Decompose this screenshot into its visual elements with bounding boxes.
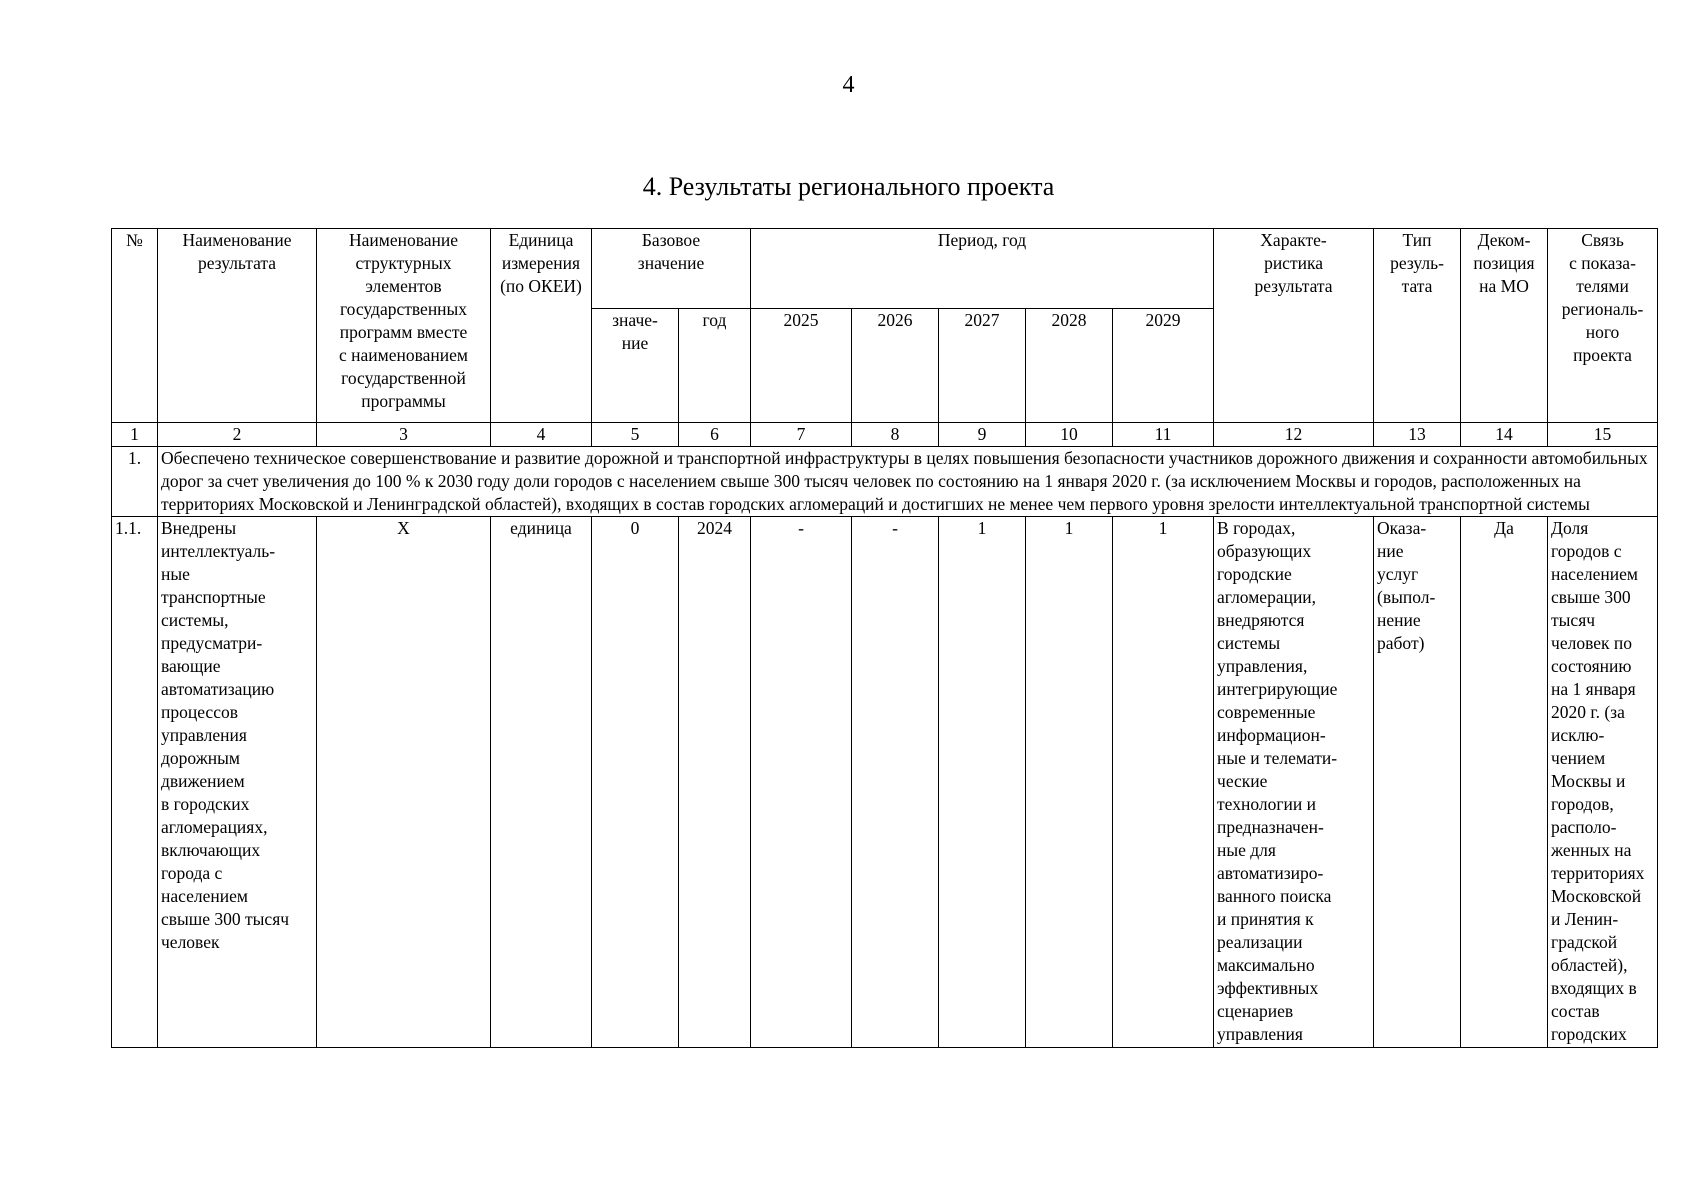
column-number: 5 [592,423,679,447]
header-year-2028: 2028 [1026,309,1113,423]
column-number: 6 [679,423,751,447]
section-title: 4. Результаты регионального проекта [642,172,1055,201]
column-number: 1 [112,423,158,447]
header-year-2025: 2025 [751,309,852,423]
row-link: Доля городов с населением свыше 300 тысяч человек по состоянию на 1 января 2020 г. (за исклю- чением Москвы и городов, располо- женных на территориях Московской и Ленин- градской областей), входящих в состав городских [1548,517,1658,1048]
header-base: Базовое значение [592,229,751,309]
column-numbers-row [112,423,1658,447]
column-number: 13 [1374,423,1461,447]
column-number: 8 [852,423,939,447]
section-row [112,447,1658,517]
header-characteristic: Характе- ристика результата [1214,229,1374,423]
row-type: Оказа- ние услуг (выпол- нение работ) [1374,517,1461,1048]
row-structural: X [317,517,491,1048]
header-year-2026: 2026 [852,309,939,423]
column-number: 3 [317,423,491,447]
row-num: 1.1. [112,517,158,1048]
column-number: 9 [939,423,1026,447]
row-value-2027: 1 [939,517,1026,1048]
row-result-name: Внедрены интеллектуаль- ные транспортные системы, предусматри- вающие автоматизацию процессов управления дорожным движением в городских агломерациях, включающих города с населением свыше 300 тысяч человек [158,517,317,1048]
results-table [111,228,1658,1048]
section-text: Обеспечено техническое совершенствование и развитие дорожной и транспортной инфраструктуры в целях повышения безопасности участников дорожного движения и сохранности автомобильных дорог за счет увеличения до 100 % к 2030 году доли городов с населением свыше 300 тысяч человек по состоянию на 1 января 2020 г. (за исключением Москвы и городов, расположенных на территориях Московской и Ленинградской областей), входящих в состав городских агломераций и достигших не менее чем первого уровня зрелости интеллектуальной транспортной системы [158,447,1658,517]
header-unit: Единица измерения (по ОКЕИ) [491,229,592,423]
row-decomposition: Да [1461,517,1548,1048]
row-characteristic: В городах, образующих городские агломерации, внедряются системы управления, интегрирующие современные информацион- ные и телемати- ческие технологии и предназначен- ные для автоматизиро- ванного поиска и принятия к реализации максимально эффективных сценариев управления [1214,517,1374,1048]
header-year-2029: 2029 [1113,309,1214,423]
column-number: 11 [1113,423,1214,447]
column-number: 10 [1026,423,1113,447]
header-decomposition: Деком- позиция на МО [1461,229,1548,423]
column-number: 12 [1214,423,1374,447]
row-value-2028: 1 [1026,517,1113,1048]
table-row [112,517,1658,1048]
header-num: № [112,229,158,423]
header-period: Период, год [751,229,1214,309]
header-base-value: значе- ние [592,309,679,423]
row-unit: единица [491,517,592,1048]
section-num: 1. [112,447,158,517]
header-structural-elements: Наименование структурных элементов государственных программ вместе с наименованием государственной программы [317,229,491,423]
row-base-year: 2024 [679,517,751,1048]
row-value-2026: - [852,517,939,1048]
header-link: Связь с показа- телями региональ- ного проекта [1548,229,1658,423]
row-value-2025: - [751,517,852,1048]
page-number: 4 [842,72,855,98]
header-base-year: год [679,309,751,423]
row-value-2029: 1 [1113,517,1214,1048]
header-row-1 [112,229,1658,309]
row-base-value: 0 [592,517,679,1048]
column-number: 15 [1548,423,1658,447]
column-number: 7 [751,423,852,447]
header-result-name: Наименование результата [158,229,317,423]
column-number: 2 [158,423,317,447]
column-number: 14 [1461,423,1548,447]
header-type: Тип резуль- тата [1374,229,1461,423]
column-number: 4 [491,423,592,447]
header-year-2027: 2027 [939,309,1026,423]
